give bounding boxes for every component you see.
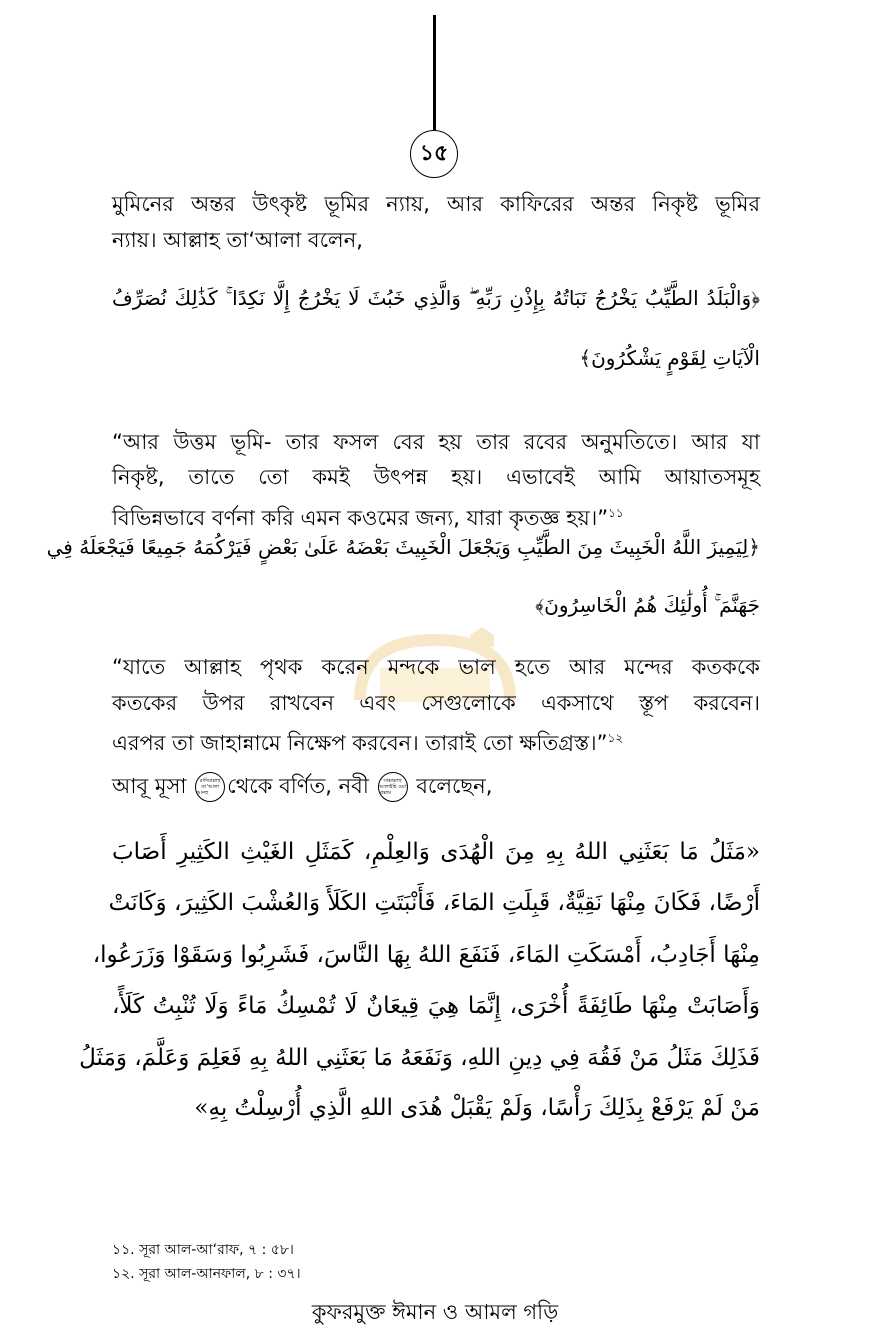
footnote: ১২. সূরা আল-আনফাল, ৮ : ৩৭। xyxy=(112,1266,301,1282)
page-number: ১৫ xyxy=(410,130,458,178)
para1-line: ন্যায়। আল্লাহ তা‘আলা বলেন, xyxy=(112,228,363,252)
narration-text: থেকে বর্ণিত, নবী xyxy=(227,774,369,798)
hadith-line: مِنْهَا أَجَادِبُ، أَمْسَكَتِ المَاءَ، فَنَفَعَ اللهُ بِهَا النَّاسَ، فَشَرِبُوا وَسَقَوْا وَزَرَعُوا، xyxy=(92,942,760,968)
narration-line xyxy=(112,771,760,802)
para3-line xyxy=(112,723,760,758)
para2-text: বিভিন্নভাবে বর্ণনা করি এমন কওমের জন্য, যারা কৃতজ্ঞ হয়।” xyxy=(112,506,609,530)
quran-verse-line: ﴿لِيَمِيزَ اللَّهُ الْخَبِيثَ مِنَ الطَّيِّبِ وَيَجْعَلَ الْخَبِيثَ بَعْضَهُ عَلَىٰ بَعْضٍ فَيَرْكُمَهُ جَمِيعًا فَيَجْعَلَهُ فِي xyxy=(46,535,760,559)
footnote-ref[interactable]: ১১ xyxy=(608,506,624,520)
honorific-radiallahu-seal: রাদিয়াল্লাহু তা‘আলা আনহু xyxy=(195,772,225,802)
hadith-line: فَذَلِكَ مَثَلُ مَنْ فَقُهَ فِي دِينِ اللهِ، وَنَفَعَهُ مَا بَعَثَنِي اللهُ بِهِ فَعَلِمَ وَعَلَّمَ، وَمَثَلُ xyxy=(79,1045,760,1071)
hadith-line: مَنْ لَمْ يَرْفَعْ بِذَلِكَ رَأْسًا، وَلَمْ يَقْبَلْ هُدَى اللهِ الَّذِي أُرْسِلْتُ بِهِ» xyxy=(194,1095,760,1121)
para3-line: “যাতে আল্লাহ পৃথক করেন মন্দকে ভাল হতে আর মন্দের কতককে xyxy=(112,655,760,679)
narration-text: বলেছেন, xyxy=(416,774,493,798)
narrator-name: আবূ মূসা xyxy=(112,774,187,798)
quran-verse-line: جَهَنَّمَ ۚ أُولَٰئِكَ هُمُ الْخَاسِرُونَ﴾ xyxy=(535,593,760,617)
para2-line: “আর উত্তম ভূমি- তার ফসল বের হয় তার রবের অনুমতিতে। আর যা xyxy=(112,430,760,454)
footnote: ১১. সূরা আল-আ‘রাফ, ৭ : ৫৮। xyxy=(112,1242,294,1258)
para3-text: এরপর তা জাহান্নামে নিক্ষেপ করবেন। তারাই তো ক্ষতিগ্রস্ত।” xyxy=(112,731,608,755)
footnote-ref[interactable]: ১২ xyxy=(607,731,624,745)
honorific-salallahu-seal: সাল্লাল্লাহু আলাইহি ওয়া সাল্লাম xyxy=(378,772,408,802)
para2-line: নিকৃষ্ট, তাতে তো কমই উৎপন্ন হয়। এভাবেই আমি আয়াতসমূহ xyxy=(112,465,760,489)
quran-verse-line: الْآيَاتِ لِقَوْمٍ يَشْكُرُونَ﴾ xyxy=(579,346,760,370)
para1-line: মুমিনের অন্তর উৎকৃষ্ট ভূমির ন্যায়, আর কাফিরের অন্তর নিকৃষ্ট ভূমির xyxy=(112,192,760,216)
hadith-line: وَأَصَابَتْ مِنْهَا طَائِفَةً أُخْرَى، إِنَّمَا هِيَ قِيعَانٌ لَا تُمْسِكُ مَاءً وَلَا تُنْبِتُ كَلَأً، xyxy=(112,993,760,1019)
para3-line: কতকের উপর রাখবেন এবং সেগুলোকে একসাথে স্তূপ করবেন। xyxy=(112,691,760,715)
hadith-line: «مَثَلُ مَا بَعَثَنِي اللهُ بِهِ مِنَ الْهُدَى وَالعِلْمِ، كَمَثَلِ الغَيْثِ الكَثِيرِ أَصَابَ xyxy=(112,839,760,865)
book-title-footer: কুফরমুক্ত ঈমান ও আমল গড়ি xyxy=(311,1300,559,1324)
hadith-line: أَرْضًا، فَكَانَ مِنْهَا نَقِيَّةٌ، قَبِلَتِ المَاءَ، فَأَنْبَتَتِ الكَلَأَ وَالعُشْبَ الكَثِيرَ، وَكَانَتْ xyxy=(108,890,760,916)
quran-verse-line: ﴿وَالْبَلَدُ الطَّيِّبُ يَخْرُجُ نَبَاتُهُ بِإِذْنِ رَبِّهِ ۖ وَالَّذِي خَبُثَ لَا يَخْرُجُ إِلَّا نَكِدًا ۚ كَذَٰلِكَ نُصَرِّفُ xyxy=(112,286,760,310)
header-rule xyxy=(433,15,436,130)
